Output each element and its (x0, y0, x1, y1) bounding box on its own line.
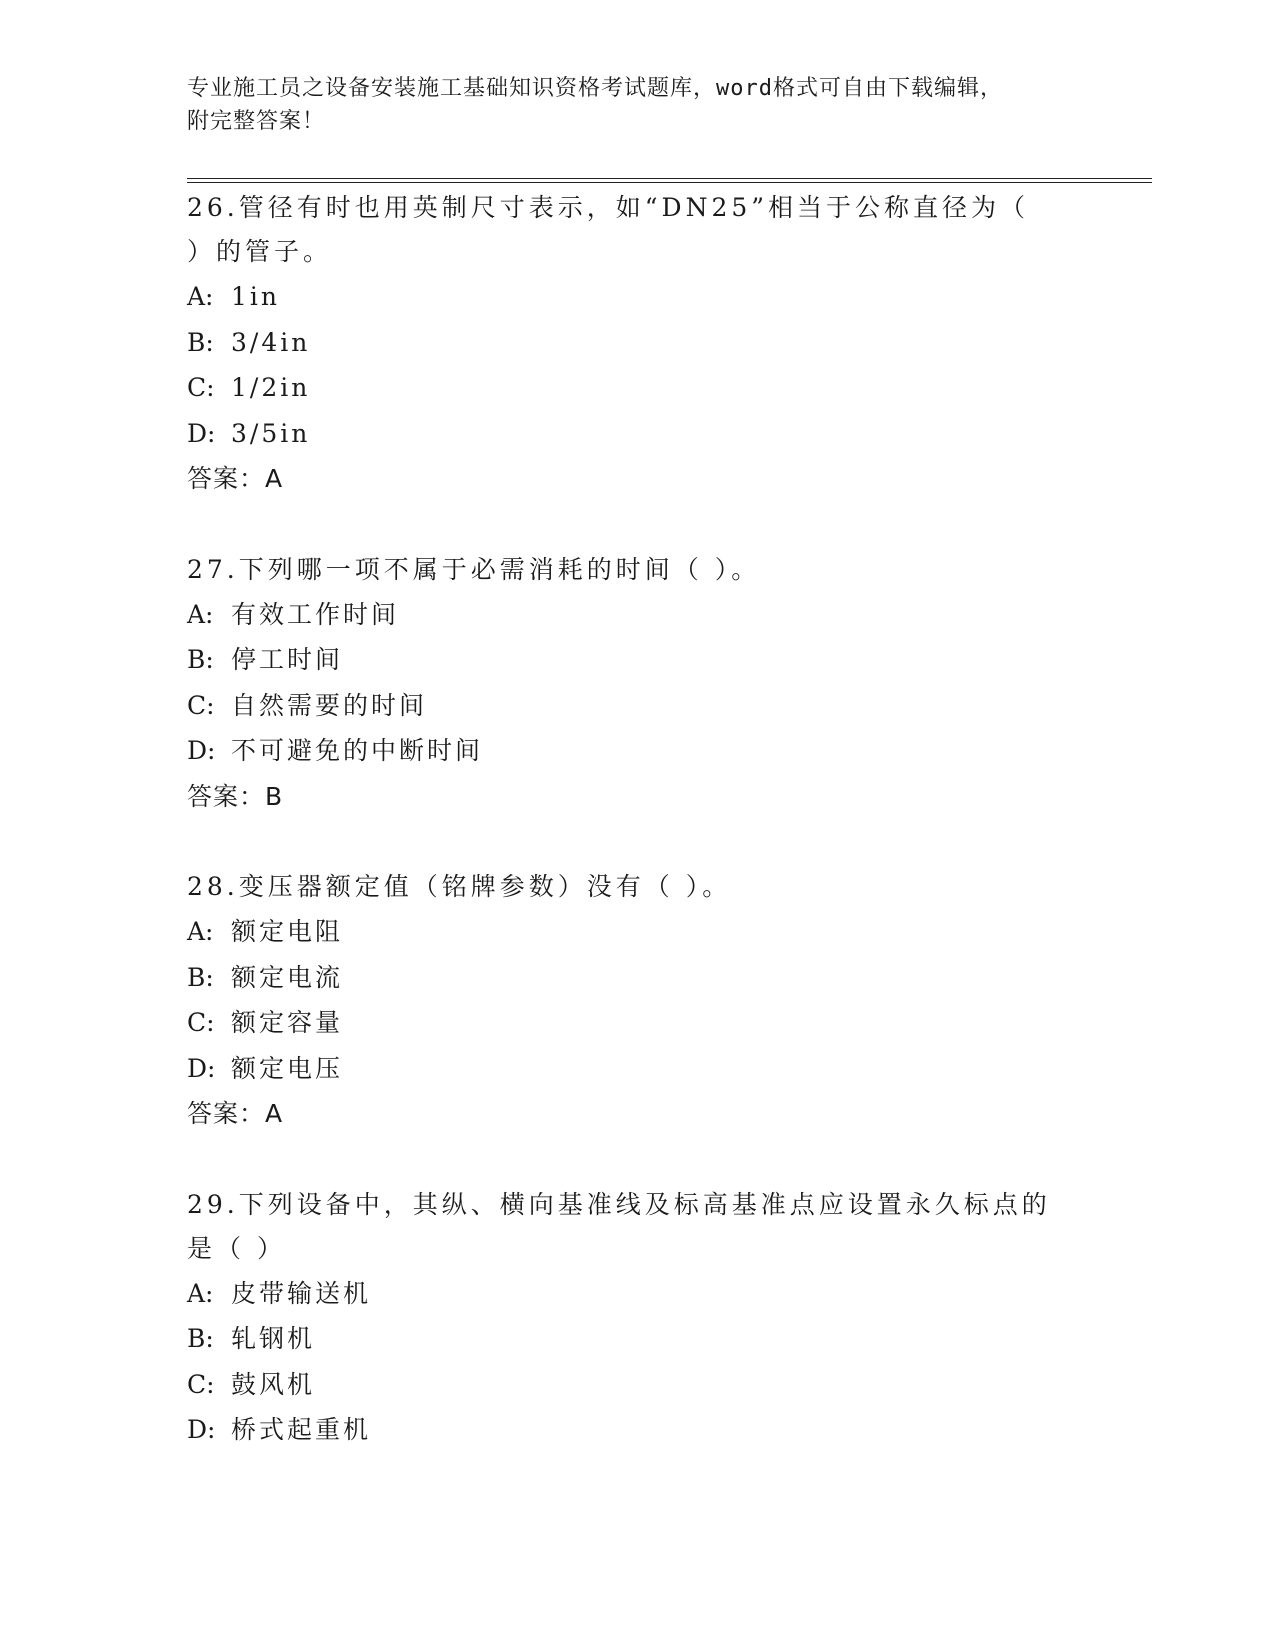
header-divider (187, 178, 1152, 183)
option-c (187, 1000, 1087, 1046)
document-page (187, 0, 1152, 1650)
option-text: 不可避免的中断时间 (231, 736, 484, 765)
option-letter: A: (187, 1278, 214, 1308)
option-c (187, 683, 1087, 729)
option-letter: B: (187, 327, 214, 357)
option-d (187, 728, 1087, 774)
option-text: 3/4in (231, 327, 311, 357)
option-letter: D: (187, 736, 216, 765)
option-a (187, 909, 1087, 955)
question-stem: 27.下列哪一项不属于必需消耗的时间（ ）。 (187, 554, 761, 584)
question-28 (187, 865, 1087, 1137)
option-letter: B: (187, 645, 214, 674)
option-text: 自然需要的时间 (231, 690, 428, 720)
option-b (187, 955, 1087, 1001)
answer-line: 答案：A (187, 464, 284, 493)
option-text: 额定电阻 (231, 917, 344, 946)
option-c (187, 1362, 1087, 1408)
option-b (187, 637, 1087, 683)
question-26 (187, 186, 1087, 502)
option-letter: C: (187, 1008, 215, 1037)
option-a (187, 592, 1087, 638)
option-text: 额定电流 (231, 962, 344, 992)
option-text: 停工时间 (231, 645, 344, 674)
option-letter: C: (187, 373, 215, 402)
option-letter: A: (187, 282, 214, 311)
question-27 (187, 548, 1087, 820)
option-letter: D: (187, 1053, 216, 1083)
option-d (187, 1407, 1087, 1453)
header-line-1: 专业施工员之设备安装施工基础知识资格考试题库，word格式可自由下载编辑， (187, 76, 1003, 101)
option-text: 有效工作时间 (231, 599, 400, 629)
option-d (187, 411, 1087, 457)
header-line-2: 附完整答案！ (187, 109, 326, 134)
option-a (187, 1271, 1087, 1317)
option-letter: C: (187, 690, 215, 720)
document-header (187, 72, 1087, 138)
option-letter: B: (187, 962, 214, 992)
question-stem: 29.下列设备中，其纵、横向基准线及标高基准点应设置永久标点的是（ ） (187, 1189, 1051, 1263)
option-text: 额定容量 (231, 1008, 344, 1037)
question-29 (187, 1183, 1087, 1453)
option-letter: B: (187, 1324, 214, 1353)
option-a (187, 274, 1087, 320)
option-text: 额定电压 (231, 1053, 344, 1083)
question-stem: 28.变压器额定值（铭牌参数）没有（ ）。 (187, 872, 732, 901)
option-letter: D: (187, 1415, 216, 1444)
option-c (187, 365, 1087, 411)
answer-line: 答案：B (187, 781, 284, 811)
option-text: 3/5in (231, 418, 311, 448)
option-letter: A: (187, 599, 214, 629)
question-stem: 26.管径有时也用英制尺寸表示，如“DN25”相当于公称直径为（ ）的管子。 (187, 193, 1030, 266)
option-text: 桥式起重机 (231, 1415, 372, 1444)
option-text: 皮带输送机 (231, 1278, 372, 1308)
answer-line: 答案：A (187, 1099, 284, 1128)
option-letter: C: (187, 1369, 215, 1399)
option-b (187, 320, 1087, 366)
option-letter: D: (187, 418, 216, 448)
option-text: 1/2in (231, 373, 311, 402)
option-text: 1in (231, 282, 281, 311)
question-list (187, 186, 1087, 1499)
option-b (187, 1316, 1087, 1362)
option-letter: A: (187, 917, 214, 946)
option-text: 轧钢机 (231, 1324, 316, 1353)
option-d (187, 1046, 1087, 1092)
option-text: 鼓风机 (231, 1369, 316, 1399)
